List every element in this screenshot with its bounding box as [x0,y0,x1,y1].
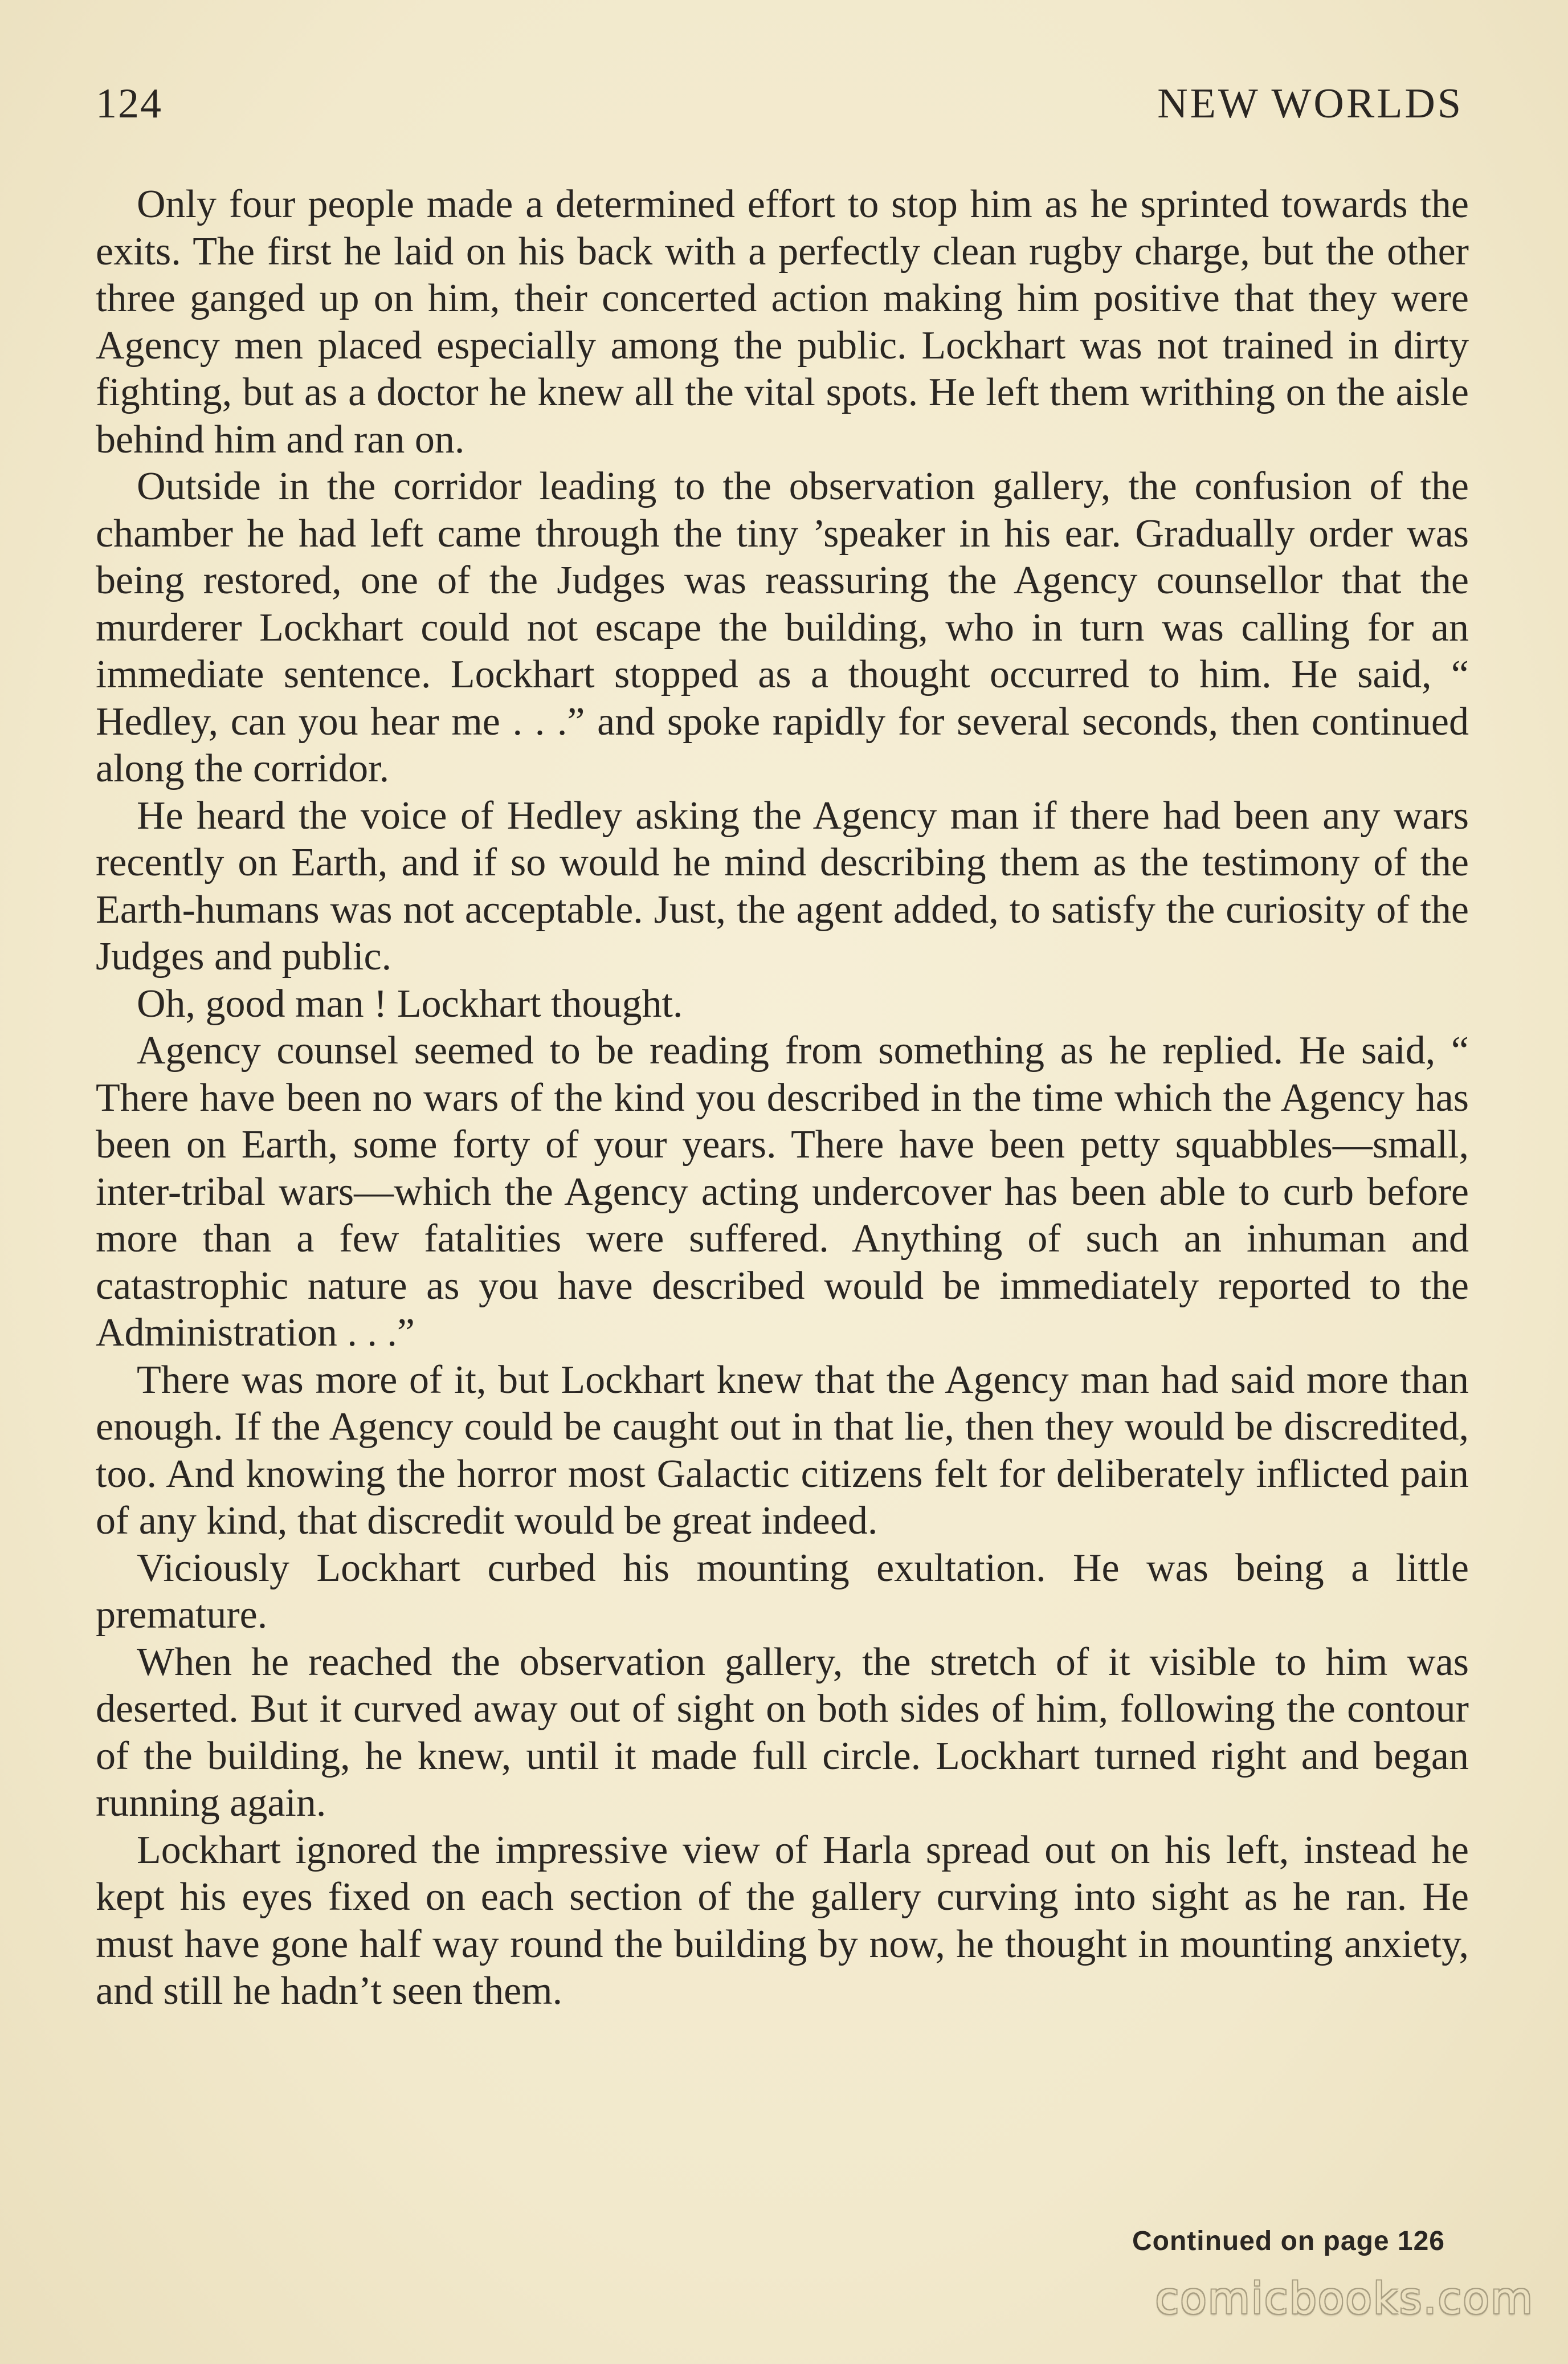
paragraph: Viciously Lockhart curbed his mounting exultation. He was being a little premature. [96,1546,1469,1637]
running-head: NEW WORLDS [1157,80,1463,127]
page-number: 124 [96,80,162,127]
continued-note: Continued on page 126 [1132,2226,1445,2256]
paragraph: Outside in the corridor leading to the observation gallery, the confusion of the chamber he had left came through the tiny ’speaker in his ear. Gradually order was being restored, one of the Judges was reassuring the Agency counsellor that the murderer Lockhart could not escape the building, who in turn was calling for an immediate sentence. Lockhart stopped as a thought occurred to him. He said, “ Hedley, can you hear me . . .” and spoke rapidly for several seconds, then continued along the corridor. [96,464,1469,790]
paragraph: There was more of it, but Lockhart knew that the Agency man had said more than enough. If the Agency could be caught out in that lie, then they would be discredited, too. And knowing the horror most Galactic citizens felt for deliberately inflicted pain of any kind, that discredit would be great indeed. [96,1358,1469,1543]
watermark: comicbooks.com [1155,2273,1534,2324]
paragraph: He heard the voice of Hedley asking the Agency man if there had been any wars recently on Earth, and if so would he mind describing them as the testimony of the Earth-humans was not acceptable. Just, the agent added, to satisfy the curiosity of the Judges and public. [96,793,1469,979]
body-text [96,181,1469,2015]
paragraph: Only four people made a determined effort to stop him as he sprinted towards the exits. The first he laid on his back with a perfectly clean rugby charge, but the other three ganged up on him, their concerted action making him positive that they were Agency men placed especially among the public. Lockhart was not trained in dirty fighting, but as a doctor he knew all the vital spots. He left them writhing on the aisle behind him and ran on. [96,182,1469,462]
paragraph: Oh, good man ! Lockhart thought. [137,981,683,1026]
paragraph: When he reached the observation gallery, the stretch of it visible to him was deserted. But it curved away out of sight on both sides of him, following the contour of the building, he knew, until it made full circle. Lockhart turned right and began running again. [96,1640,1469,1825]
paragraph: Lockhart ignored the impressive view of Harla spread out on his left, instead he kept his eyes fixed on each section of the gallery curving into sight as he ran. He must have gone half way round the building by now, he thought in mounting anxiety, and still he hadn’t seen them. [96,1828,1469,2013]
paragraph: Agency counsel seemed to be reading from something as he replied. He said, “ There have been no wars of the kind you described in the time which the Agency has been on Earth, some forty of your years. There have been petty squabbles—small, inter-tribal wars—which the Agency acting undercover has been able to curb before more than a few fatalities were suffered. Anything of such an inhuman and catastrophic nature as you have described would be immediately reported to the Administration . . .” [96,1029,1469,1355]
page-header [96,80,1463,148]
